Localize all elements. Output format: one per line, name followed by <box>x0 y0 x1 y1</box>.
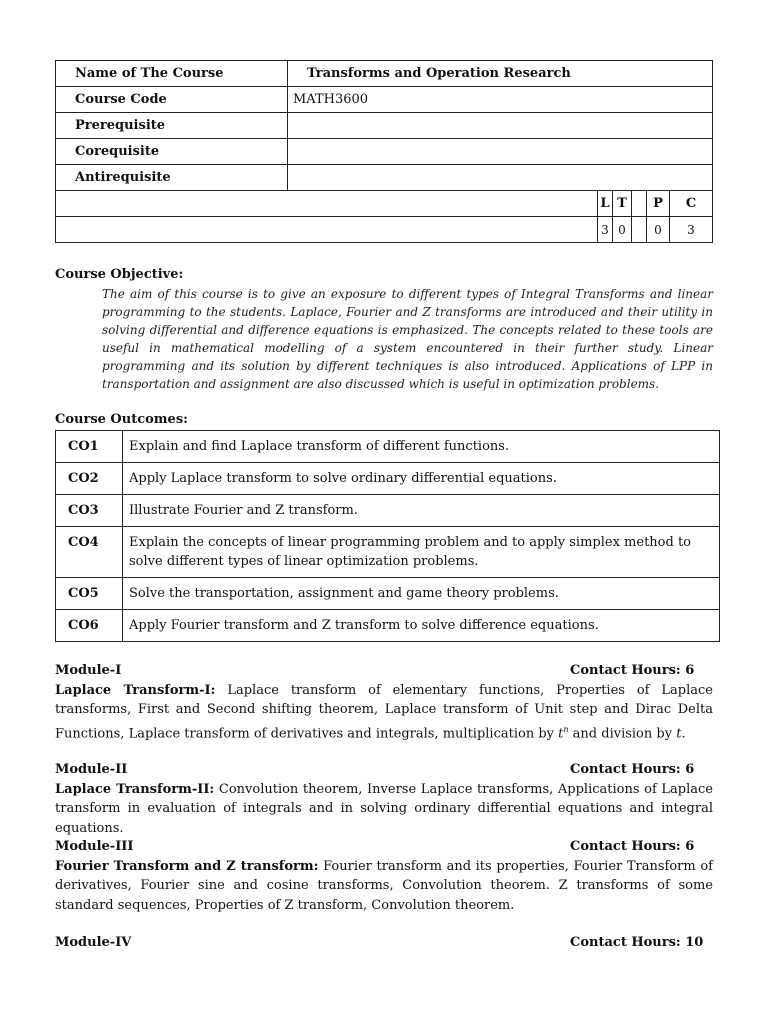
module-name: Module-I <box>55 663 122 678</box>
module-title: Laplace Transform-I: <box>55 682 216 698</box>
module-header <box>55 933 713 953</box>
corequisite-value <box>288 139 713 165</box>
ltpc-gap <box>632 217 647 243</box>
outcome-id: CO2 <box>56 463 123 495</box>
course-info-table <box>55 60 713 243</box>
module-name: Module-II <box>55 762 128 777</box>
module-description <box>55 780 713 839</box>
corequisite-label: Corequisite <box>56 139 288 165</box>
module-body-end: . <box>681 725 686 741</box>
module-body-cont: and division by <box>572 725 673 741</box>
module-name: Module-III <box>55 839 134 854</box>
contact-hours: Contact Hours: 6 <box>570 762 695 777</box>
ltpc-c-value: 3 <box>670 217 713 243</box>
module-title: Laplace Transform-II: <box>55 781 215 797</box>
course-code-value: MATH3600 <box>288 87 713 113</box>
table-row <box>56 463 720 495</box>
ltpc-p-value: 0 <box>647 217 670 243</box>
course-outcomes-heading: Course Outcomes: <box>55 412 188 427</box>
module-2 <box>55 760 713 838</box>
module-body: Convolution theorem, Inverse Laplace transforms, Applications of Laplace transform in evaluation of integrals and in solving ordinary differential equations and integral equations. <box>55 781 713 836</box>
prerequisite-label: Prerequisite <box>56 113 288 139</box>
module-description <box>55 681 713 744</box>
table-row <box>56 431 720 463</box>
math-variable-t: t <box>676 725 682 741</box>
module-header <box>55 760 713 780</box>
module-header <box>55 661 713 681</box>
ltpc-t-value: 0 <box>613 217 632 243</box>
course-objective-text: The aim of this course is to give an exposure to different types of Integral Transforms and linear programming to the students. Laplace, Fourier and Z transforms are introduced and their utility in solving differential and difference equations is emphasized. The concepts related to these tools are useful in mathematical modelling of a system encountered in their further study. Linear programming and its solution by different techniques is also introduced. Applications of LPP in transportation and assignment are also discussed which is useful in optimization problems. <box>102 287 713 391</box>
ltpc-value-row <box>56 217 713 243</box>
outcome-id: CO4 <box>56 527 123 578</box>
antirequisite-label: Antirequisite <box>56 165 288 191</box>
antirequisite-row <box>56 165 713 191</box>
module-body: Laplace transform of elementary functions, Properties of Laplace transforms, First and Second shifting theorem, Laplace transform of Unit step and Dirac Delta Functions, Laplace transform of derivatives and integrals, multiplication by <box>55 682 713 741</box>
ltpc-spacer <box>56 191 598 217</box>
contact-hours: Contact Hours: 6 <box>570 663 695 678</box>
outcome-id: CO3 <box>56 495 123 527</box>
ltpc-t-header: T <box>613 191 632 217</box>
contact-hours: Contact Hours: 6 <box>570 839 695 854</box>
module-description <box>55 857 713 916</box>
course-code-row <box>56 87 713 113</box>
table-row <box>56 527 720 578</box>
outcome-text: Apply Fourier transform and Z transform to solve difference equations. <box>123 610 720 642</box>
course-code-label: Course Code <box>56 87 288 113</box>
course-objective-heading: Course Objective: <box>55 267 184 282</box>
course-name-label: Name of The Course <box>56 61 288 87</box>
outcome-id: CO1 <box>56 431 123 463</box>
module-body: Fourier transform and its properties, Fourier Transform of derivatives, Fourier sine and cosine transforms, Convolution theorem. Z transforms of some standard sequences, Properties of Z transform, Convolution theorem. <box>55 858 713 913</box>
outcome-text: Apply Laplace transform to solve ordinary differential equations. <box>123 463 720 495</box>
corequisite-row <box>56 139 713 165</box>
math-superscript-n: n <box>563 724 569 734</box>
outcome-text: Explain and find Laplace transform of different functions. <box>123 431 720 463</box>
prerequisite-value <box>288 113 713 139</box>
table-row <box>56 610 720 642</box>
course-name-value: Transforms and Operation Research <box>288 61 713 87</box>
module-4 <box>55 933 713 953</box>
outcome-text: Solve the transportation, assignment and game theory problems. <box>123 578 720 610</box>
math-variable-t: t <box>558 725 564 741</box>
ltpc-gap <box>632 191 647 217</box>
module-title: Fourier Transform and Z transform: <box>55 858 319 874</box>
table-row <box>56 495 720 527</box>
antirequisite-value <box>288 165 713 191</box>
prerequisite-row <box>56 113 713 139</box>
contact-hours: Contact Hours: 10 <box>570 935 704 950</box>
course-outcomes-table <box>55 430 720 642</box>
ltpc-l-header: L <box>598 191 613 217</box>
ltpc-c-header: C <box>670 191 713 217</box>
ltpc-l-value: 3 <box>598 217 613 243</box>
ltpc-header-row <box>56 191 713 217</box>
module-1 <box>55 661 713 743</box>
table-row <box>56 578 720 610</box>
outcome-id: CO5 <box>56 578 123 610</box>
course-name-row <box>56 61 713 87</box>
outcome-text: Explain the concepts of linear programming problem and to apply simplex method to solve different types of linear optimization problems. <box>123 527 720 578</box>
module-3 <box>55 837 713 915</box>
outcome-id: CO6 <box>56 610 123 642</box>
outcome-text: Illustrate Fourier and Z transform. <box>123 495 720 527</box>
ltpc-p-header: P <box>647 191 670 217</box>
module-header <box>55 837 713 857</box>
module-name: Module-IV <box>55 935 132 950</box>
ltpc-spacer <box>56 217 598 243</box>
